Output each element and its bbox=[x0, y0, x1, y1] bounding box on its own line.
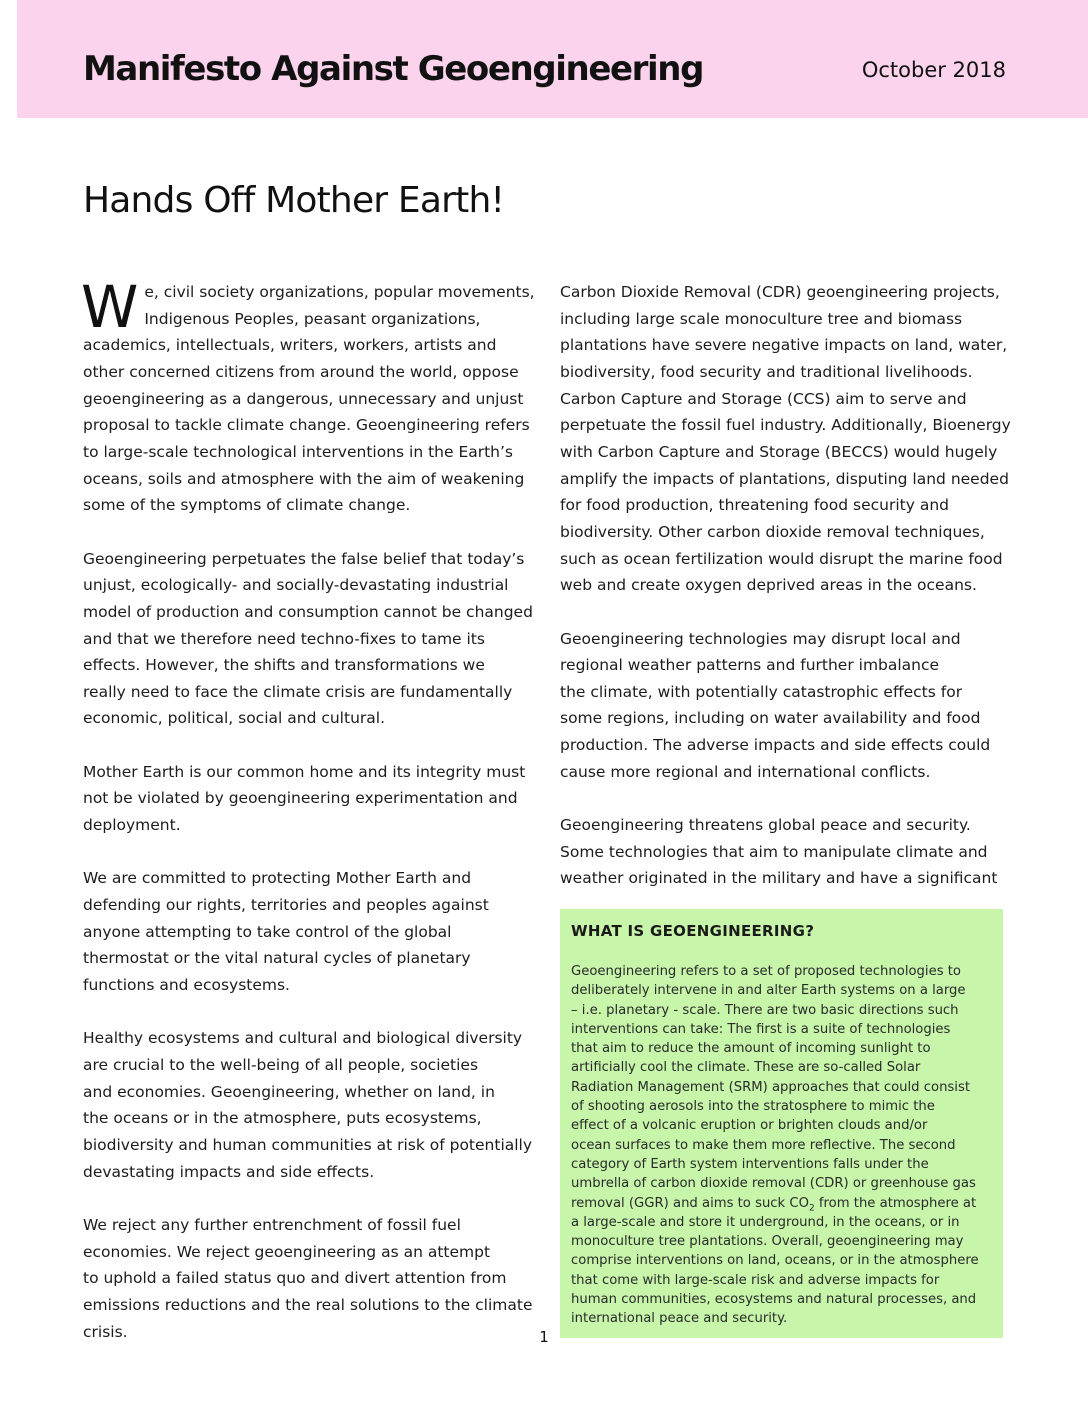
text-line: We reject any further entrenchment of fossil fuel bbox=[83, 1215, 461, 1234]
text-line: We are committed to protecting Mother Earth and bbox=[83, 869, 472, 888]
text-line: Mother Earth is our common home and its integrity must bbox=[83, 762, 526, 781]
text-line: other concerned citizens from around the world, oppose bbox=[83, 362, 519, 381]
paragraph-commitment bbox=[83, 865, 533, 998]
text-line: Geoengineering perpetuates the false belief that today’s bbox=[83, 549, 525, 568]
page-number: 1 bbox=[539, 1328, 549, 1346]
text-line: devastating impacts and side effects. bbox=[83, 1162, 375, 1181]
text-line: not be violated by geoengineering experimentation and bbox=[83, 789, 518, 808]
text-line: cause more regional and international conflicts. bbox=[560, 762, 931, 781]
paragraph-lines bbox=[83, 759, 533, 839]
sidebar-title: WHAT IS GEOENGINEERING? bbox=[571, 922, 815, 940]
text-line: to large-scale technological interventions in the Earth’s bbox=[83, 442, 514, 461]
paragraph-lines bbox=[83, 1025, 533, 1185]
sidebar-lines bbox=[571, 1213, 992, 1329]
sidebar-lines bbox=[571, 962, 992, 1194]
text-line: academics, intellectuals, writers, workers, artists and bbox=[83, 336, 497, 355]
left-column bbox=[81, 273, 535, 1372]
text-line: amplify the impacts of plantations, disputing land needed bbox=[560, 469, 1009, 488]
text-line: model of production and consumption cannot be changed bbox=[83, 602, 533, 621]
text-line: with Carbon Capture and Storage (BECCS) would hugely bbox=[560, 442, 998, 461]
text-line: that aim to reduce the amount of incoming sunlight to bbox=[571, 1041, 931, 1057]
text-line: emissions reductions and the real solutions to the climate bbox=[83, 1295, 533, 1314]
text-line: the oceans or in the atmosphere, puts ecosystems, bbox=[83, 1109, 482, 1128]
paragraph-ecosystems bbox=[83, 1025, 533, 1185]
paragraph-weather bbox=[560, 626, 1005, 786]
text-line: Carbon Dioxide Removal (CDR) geoengineering projects, bbox=[560, 283, 1000, 301]
text-line: Geoengineering refers to a set of proposed technologies to bbox=[571, 964, 961, 979]
text-line: weather originated in the military and have a significant bbox=[560, 869, 998, 888]
co2-line-start: removal (GGR) and aims to suck CO bbox=[571, 1195, 809, 1211]
text-line: umbrella of carbon dioxide removal (CDR) or greenhouse gas bbox=[571, 1176, 976, 1192]
text-line: monoculture tree plantations. Overall, geoengineering may bbox=[571, 1234, 964, 1250]
text-line: economic, political, social and cultural. bbox=[83, 709, 385, 728]
text-line: defending our rights, territories and peoples against bbox=[83, 896, 489, 915]
text-line: the climate, with potentially catastrophic effects for bbox=[560, 682, 963, 701]
text-line: geoengineering as a dangerous, unnecessary and unjust bbox=[83, 389, 524, 408]
intro-paragraph bbox=[81, 273, 535, 519]
text-line: – i.e. planetary - scale. There are two basic directions such bbox=[571, 1002, 959, 1018]
text-line: proposal to tackle climate change. Geoengineering refers bbox=[83, 416, 530, 435]
text-line: really need to face the climate crisis are fundamentally bbox=[83, 682, 513, 701]
text-line: are crucial to the well-being of all people, societies bbox=[83, 1055, 479, 1074]
geoengineering-sidebar bbox=[560, 909, 1003, 1338]
document-title: Manifesto Against Geoengineering bbox=[83, 49, 704, 89]
document-date: October 2018 bbox=[861, 58, 1006, 82]
text-line: Indigenous Peoples, peasant organizations, bbox=[144, 309, 481, 328]
text-line: effect of a volcanic eruption or brighten clouds and/or bbox=[571, 1118, 928, 1134]
text-line: artificially cool the climate. These are so-called Solar bbox=[571, 1060, 921, 1076]
text-line: a large-scale and store it underground, in the oceans, or in bbox=[571, 1214, 960, 1230]
text-line: deliberately intervene in and alter Earth systems on a large bbox=[571, 983, 966, 999]
text-line: some regions, including on water availability and food bbox=[560, 709, 981, 728]
text-line: and that we therefore need techno-fixes to tame its bbox=[83, 629, 485, 648]
text-line: including large scale monoculture tree and biomass bbox=[560, 309, 963, 328]
text-line: Geoengineering threatens global peace and security. bbox=[560, 816, 971, 835]
text-line: interventions can take: The first is a suite of technologies bbox=[571, 1021, 951, 1037]
drop-cap: W bbox=[81, 273, 139, 341]
text-line: and economies. Geoengineering, whether on land, in bbox=[83, 1082, 495, 1101]
text-line: biodiversity, food security and traditional livelihoods. bbox=[560, 362, 973, 381]
text-line: to uphold a failed status quo and divert attention from bbox=[83, 1269, 507, 1288]
text-line: comprise interventions on land, oceans, or in the atmosphere bbox=[571, 1253, 979, 1269]
text-line: perpetuate the fossil fuel industry. Additionally, Bioenergy bbox=[560, 416, 1011, 435]
sidebar-co2-line bbox=[571, 1194, 992, 1213]
paragraph-lines bbox=[83, 865, 533, 998]
text-line: biodiversity and human communities at risk of potentially bbox=[83, 1135, 533, 1154]
text-line: functions and ecosystems. bbox=[83, 976, 290, 995]
co2-subscript: 2 bbox=[808, 1203, 815, 1214]
paragraph-false-belief bbox=[83, 546, 533, 733]
text-line: anyone attempting to take control of the global bbox=[83, 922, 452, 941]
text-line: such as ocean fertilization would disrupt the marine food bbox=[560, 549, 1003, 568]
text-line: for food production, threatening food security and bbox=[560, 496, 949, 515]
text-line: category of Earth system interventions falls under the bbox=[571, 1156, 929, 1172]
sidebar-body bbox=[571, 962, 992, 1329]
text-line: biodiversity. Other carbon dioxide removal techniques, bbox=[560, 522, 985, 541]
paragraph-lines bbox=[83, 546, 533, 733]
text-line: deployment. bbox=[83, 816, 181, 835]
text-line: crisis. bbox=[83, 1322, 128, 1341]
text-line: ocean surfaces to make them more reflective. The second bbox=[571, 1137, 956, 1153]
text-line: regional weather patterns and further imbalance bbox=[560, 656, 940, 675]
page-heading: Hands Off Mother Earth! bbox=[83, 180, 505, 221]
text-line: effects. However, the shifts and transformations we bbox=[83, 656, 485, 675]
paragraph-security bbox=[560, 812, 1005, 892]
text-line: Carbon Capture and Storage (CCS) aim to serve and bbox=[560, 389, 967, 408]
paragraph-lines bbox=[560, 279, 1011, 599]
text-line: production. The adverse impacts and side effects could bbox=[560, 736, 991, 755]
text-line: Healthy ecosystems and cultural and biological diversity bbox=[83, 1029, 523, 1048]
text-line: Geoengineering technologies may disrupt local and bbox=[560, 629, 961, 648]
text-line: plantations have severe negative impacts on land, water, bbox=[560, 336, 1008, 355]
text-line: oceans, soils and atmosphere with the aim of weakening bbox=[83, 469, 525, 488]
paragraph-cdr bbox=[560, 279, 1011, 599]
text-line: international peace and security. bbox=[571, 1311, 788, 1327]
text-line: thermostat or the vital natural cycles of planetary bbox=[83, 949, 471, 968]
text-line: Radiation Management (SRM) approaches that could consist bbox=[571, 1079, 970, 1095]
text-line: Some technologies that aim to manipulate climate and bbox=[560, 842, 988, 861]
paragraph-lines bbox=[560, 812, 1005, 892]
text-line: some of the symptoms of climate change. bbox=[83, 496, 411, 515]
right-column bbox=[560, 279, 1011, 919]
paragraph-common-home bbox=[83, 759, 533, 839]
text-line: unjust, ecologically- and socially-devastating industrial bbox=[83, 576, 509, 595]
text-line: that come with large-scale risk and adverse impacts for bbox=[571, 1272, 940, 1288]
text-line: economies. We reject geoengineering as an attempt bbox=[83, 1242, 491, 1261]
text-line: e, civil society organizations, popular movements, bbox=[144, 283, 535, 301]
text-line: web and create oxygen deprived areas in the oceans. bbox=[560, 576, 977, 595]
paragraph-lines bbox=[560, 626, 1005, 786]
text-line: of shooting aerosols into the stratosphere to mimic the bbox=[571, 1099, 935, 1115]
intro-lines bbox=[81, 273, 535, 519]
co2-line-end: from the atmosphere at bbox=[814, 1195, 977, 1211]
text-line: human communities, ecosystems and natural processes, and bbox=[571, 1292, 977, 1308]
